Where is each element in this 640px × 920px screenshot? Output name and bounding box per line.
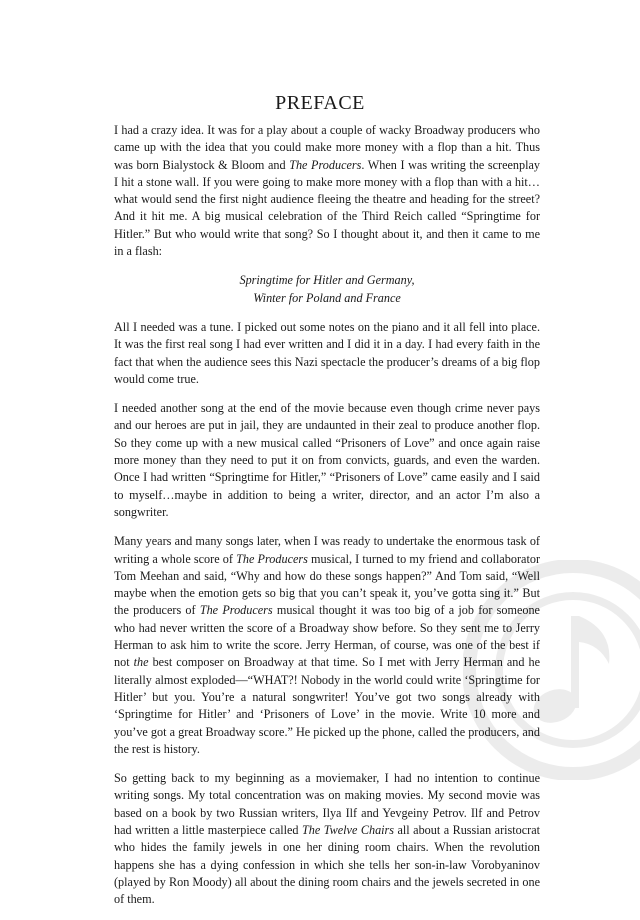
italic-title: The Producers [236,551,308,566]
lyric-line-2: Winter for Poland and France [253,290,401,305]
text-run: musical thought it was too big of a job for someone who had never written the score of a Broadway show before. So they sent me to Jerry Herman to ask him to write the score. Jerry Herman, of course, was one of the best if not [114,603,540,670]
italic-title: The Producers [289,157,362,172]
paragraph-1 [114,122,540,260]
paragraph-5 [114,770,540,908]
page-title: PREFACE [275,92,365,114]
lyric-line-1: Springtime for Hitler and Germany, [239,273,415,288]
text-run: best composer on Broadway at that time. So I met with Jerry Herman and he literally almost exploded—“WHAT?! Nobody in the world could write ‘Springtime for Hitler’ but you. You’re a natural songwriter! You’ve got two songs already with ‘Springtime for Hitler’ and ‘Prisoners of Love’ in the movie. Write 10 more and you’ve got a great Broadway score.” He picked up the phone, called the producers, and the rest is history. [114,655,540,756]
body-text [114,122,540,920]
song-lyric-quote [114,272,540,307]
text-run: all about a Russian aristocrat who hides the family jewels in one her dining room chairs. When the revolution happens she has a dying confession in which she tells her son-in-law Vorobyaninov (played by Ron Moody) all about the dining room chairs and the jewels secreted in one of them. [114,822,540,907]
text-run: So getting back to my beginning as a moviemaker, I had no intention to continue writing songs. My total concentration was on making movies. My second movie was based on a book by two Russian writers, Ilya Ilf and Yevgeiny Petrov. Ilf and Petrov had written a little masterpiece called [114,771,540,837]
text-run: musical, I turned to my friend and collaborator Tom Meehan and said, “Why and how do these songs happen?” And Tom said, “Well maybe when the emotion gets so big that you can’t speak it, you’ve gotta sing it.” But the producers of [114,551,540,618]
paragraph-4 [114,533,540,758]
italic-title: the [133,655,149,670]
text-run: Many years and many songs later, when I was ready to undertake the enormous task of writing a whole score of [114,534,540,566]
paragraph-3: I needed another song at the end of the movie because even though crime never pays and our heroes are put in jail, they are undaunted in their zeal to produce another flop. So they come up with a new musical called “Prisoners of Love” and once again raise more money than they need to put it on from convicts, guards, and even the warden. Once I had written “Springtime for Hitler,” “Prisoners of Love” came easily and I said to myself…maybe in addition to being a writer, director, and an actor I’m also a songwriter. [114,401,540,519]
paragraph-2: All I needed was a tune. I picked out some notes on the piano and it all fell into place. It was the first real song I had ever written and I did it in a day. I had every faith in the fact that when the audience sees this Nazi spectacle the producer’s dreams of a big flop would come true. [114,319,540,386]
italic-title: The Producers [199,603,273,618]
italic-title: The Twelve Chairs [302,822,395,837]
text-run: I had a crazy idea. It was for a play about a couple of wacky Broadway producers who came up with the idea that you could make more money with a flop than a hit. Thus was born Bialystock & Bloom and [114,123,540,172]
text-run: . When I was writing the screenplay I hit a stone wall. If you were going to make more money with a flop than with a hit…what would send the first night audience fleeing the theatre and heading for the street? And it hit me. A big musical celebration of the Third Reich called “Springtime for Hitler.” But who would write that song? So I thought about it, and then it came to me in a flash: [114,157,541,259]
